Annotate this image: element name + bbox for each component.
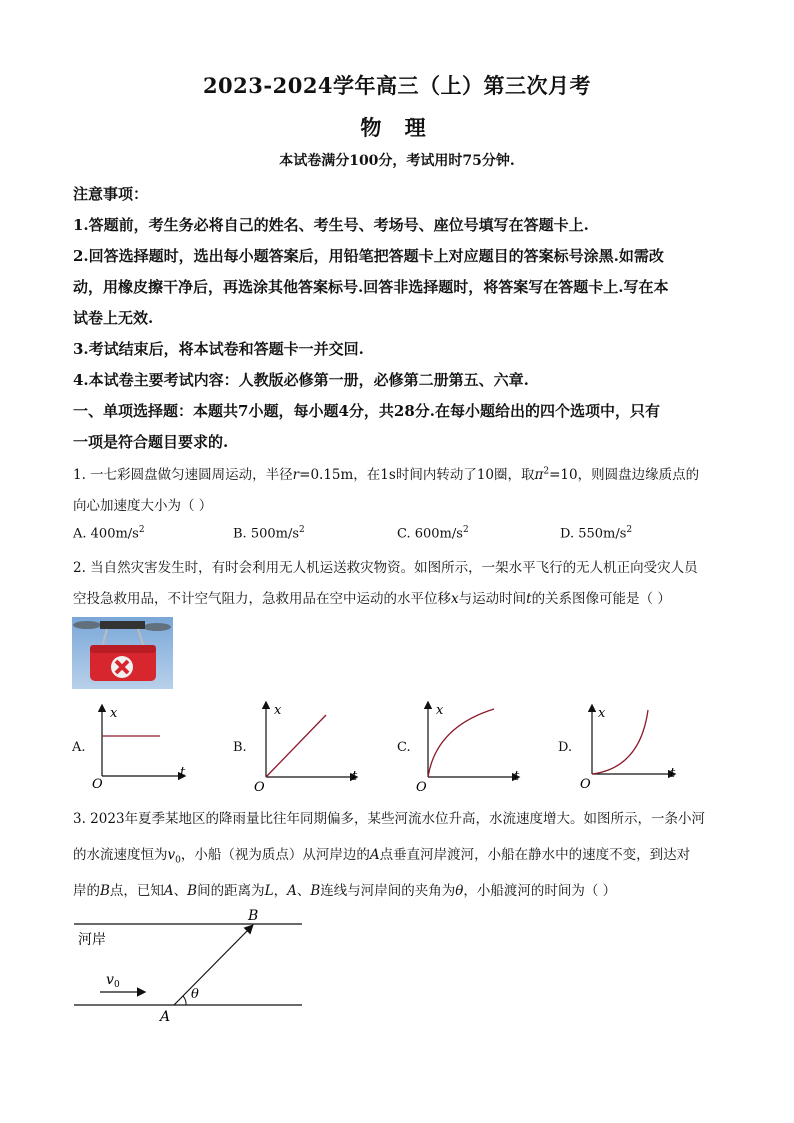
- note-2-line-2: 动，用橡皮擦干净后，再选涂其他答案标号.回答非选择题时，将答案写在答题卡上.写在本: [73, 278, 669, 296]
- q3-v0: v: [167, 847, 176, 863]
- q1-text-b: =0.15m，在1s时间内转动了10圈，取: [299, 467, 535, 483]
- q2-graph-c-curve: [428, 709, 494, 777]
- q2-graph-b-x-label: x: [274, 703, 282, 718]
- q2-graph-a-origin: O: [92, 777, 103, 792]
- note-2-line-3: 试卷上无效.: [73, 309, 154, 327]
- note-3: 3.考试结束后，将本试卷和答题卡一并交回.: [73, 340, 364, 358]
- q3-line-1: 3. 2023年夏季某地区的降雨量比往年同期偏多，某些河流水位升高，水流速度增大。如图所示，一条小河: [73, 811, 706, 827]
- q2-graph-d: [578, 700, 688, 792]
- q2-graph-b-curve: [266, 715, 326, 777]
- river-bank-label: 河岸: [78, 932, 106, 948]
- boat-path-arrow: [174, 926, 252, 1005]
- q2-graph-c-t-label: t: [514, 769, 520, 784]
- q2-graph-c-x-label: x: [436, 703, 444, 718]
- q2-option-b: B.: [233, 740, 247, 755]
- note-2-line-1: 2.回答选择题时，选出每小题答案后，用铅笔把答题卡上对应题目的答案标号涂黑.如需改: [73, 247, 664, 265]
- q2-graph-d-t-label: t: [670, 766, 676, 781]
- q1-text-c: =10，则圆盘边缘质点的: [549, 467, 700, 483]
- q2-graph-a: [88, 700, 198, 795]
- q1-r-var: r: [292, 467, 300, 483]
- exam-title: 2023-2024学年高三（上）第三次月考: [202, 73, 592, 98]
- q1-option-d: D. $550m/s^2$: [560, 525, 633, 542]
- note-4: 4.本试卷主要考试内容：人教版必修第一册，必修第二册第五、六章.: [73, 371, 529, 389]
- q1-pi-sup: 2: [543, 466, 550, 477]
- q1-pi: π: [534, 467, 544, 483]
- river-figure: [70, 904, 310, 1026]
- q1-line-1: [73, 463, 699, 483]
- q1-option-b: B. $500m/s^2$: [233, 525, 305, 542]
- q2-graph-c-origin: O: [416, 780, 427, 795]
- note-1: 1.答题前，考生务必将自己的姓名、考生号、考场号、座位号填写在答题卡上.: [73, 216, 589, 234]
- q1-option-a: A. $400m/s^2$: [73, 525, 145, 542]
- q2-graph-b-t-label: t: [352, 769, 358, 784]
- section-1-line-1: 一、单项选择题：本题共7小题，每小题4分，共28分.在每小题给出的四个选项中，只有: [73, 402, 660, 420]
- q3-line-3: 岸的B点，已知A、B间的距离为L，A、B连线与河岸间的夹角为θ，小船渡河的时间为（ ）: [73, 883, 617, 899]
- theta-label: θ: [191, 987, 199, 1002]
- exam-subject: 物 理: [360, 115, 434, 140]
- drone-photo: [72, 617, 173, 689]
- q2-line-2: 空投急救用品，不计空气阻力，急救用品在空中运动的水平位移x与运动时间t的关系图像可能是（ ）: [73, 591, 671, 607]
- q2-line-1: 2. 当自然灾害发生时，有时会利用无人机运送救灾物资。如图所示，一架水平飞行的无人机正向受灾人员: [73, 560, 698, 576]
- velocity-sub: 0: [114, 980, 120, 990]
- q2-graph-a-x-label: x: [110, 706, 118, 721]
- q2-option-d: D.: [558, 740, 573, 755]
- q1-text-a: 1. 一七彩圆盘做匀速圆周运动，半径: [73, 467, 293, 483]
- q2-graph-d-x-label: x: [598, 706, 606, 721]
- q2-x-var: x: [451, 591, 459, 607]
- q3-line-2: 的水流速度恒为$v_0$，小船（视为质点）从河岸边的A点垂直河岸渡河，小船在静水中的速度不变，到达对: [73, 847, 691, 866]
- q1-option-c: C. $600m/s^2$: [397, 525, 469, 542]
- section-1-line-2: 一项是符合题目要求的.: [73, 433, 229, 451]
- q2-graph-c: [414, 697, 529, 795]
- q2-option-a: A.: [72, 740, 86, 755]
- q2-graph-a-t-label: t: [180, 765, 186, 780]
- q2-graph-b: [252, 697, 367, 795]
- q3-L: L: [264, 883, 274, 899]
- q2-graph-b-origin: O: [254, 780, 265, 795]
- q3-theta: θ: [455, 883, 464, 899]
- notes-heading: 注意事项：: [73, 185, 149, 203]
- q2-option-c: C.: [397, 740, 411, 755]
- point-a-label: A: [160, 1009, 171, 1025]
- exam-info: 本试卷满分100分，考试用时75分钟.: [279, 153, 515, 169]
- q2-graph-d-origin: O: [580, 777, 591, 792]
- q1-line-2: 向心加速度大小为（ ）: [73, 498, 213, 514]
- q3-point-a: A: [369, 847, 380, 863]
- velocity-label: v: [106, 972, 114, 988]
- q2-t-var: t: [526, 591, 532, 607]
- theta-arc: [183, 996, 186, 1005]
- point-b-label: B: [248, 908, 259, 924]
